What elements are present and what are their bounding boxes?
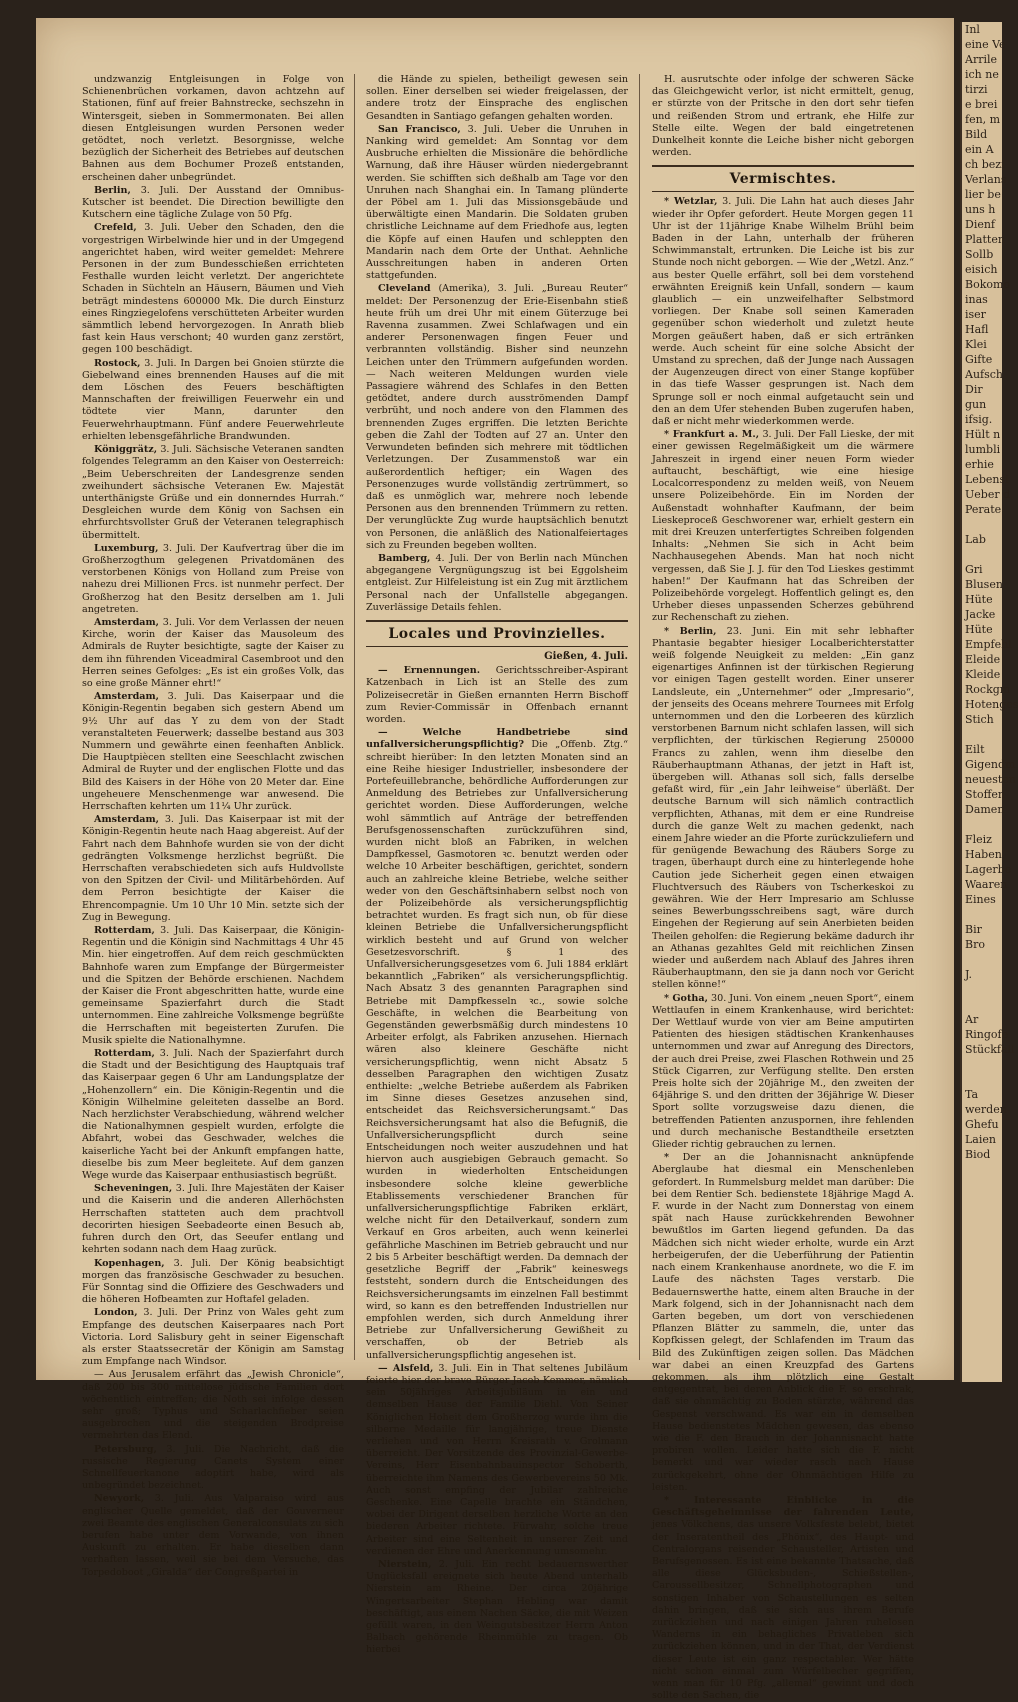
adjacent-page-fragment: [962, 982, 1002, 997]
adjacent-page-fragment: Hotenges: [965, 698, 1018, 711]
column-3: [652, 74, 915, 1702]
adjacent-page-fragment: erhie: [965, 458, 994, 471]
adjacent-page-fragment: tirzi: [965, 83, 988, 96]
news-item: [652, 993, 914, 1152]
news-item: [82, 444, 344, 542]
adjacent-page-fragment: fen, m: [965, 113, 1001, 126]
adjacent-page-fragment: Gri: [965, 563, 983, 576]
news-dateline-place: Kopenhagen,: [94, 1257, 165, 1269]
news-dateline-place: Amsterdam,: [94, 616, 160, 628]
adjacent-page-fragment: Inl: [965, 23, 980, 36]
adjacent-page-fragment: [962, 1057, 1002, 1072]
adjacent-page-fragment: Empfehl: [965, 638, 1012, 651]
news-text: 3. Juli. Nach der Spazierfahrt durch die Stadt und der Besichtigung des Hauptquais traf das Kaiserpaar gegen 6 Uhr am Landungsplatze der „Hohenzollern“ ein. Die Königin-Regentin und die Königin Wilhelmine geleiteten dasselbe an Bord. Nach herzlichster Verabschiedung, während welcher die Nationalhymnen gespielt wurden, erfolgte die Abfahrt, wobei das Geschwader, welches die kaiserliche Yacht bei der Ankunft empfangen hatte, dieselbe bis zum Meer begleitete. Auf dem ganzen Wege wurde das Kaiserpaar enthusiastisch begrüßt.: [82, 1048, 344, 1182]
news-item: [652, 196, 914, 428]
adjacent-page-fragment: Stückfall: [965, 1043, 1015, 1056]
news-item: [366, 665, 628, 726]
adjacent-page-fragment: ich ne: [965, 68, 999, 81]
adjacent-page-fragment: Biod: [965, 1148, 991, 1161]
news-item: [82, 1369, 344, 1442]
adjacent-page-fragment: e brei: [965, 98, 998, 111]
column-1: [82, 74, 345, 1578]
news-item: [366, 553, 628, 614]
adjacent-page-fragment: [962, 1072, 1002, 1087]
news-dateline-place: Luxemburg,: [94, 542, 159, 554]
news-item: [366, 283, 628, 551]
news-item: [82, 1183, 344, 1256]
adjacent-page-fragment: Rockgm: [965, 683, 1011, 696]
adjacent-page-fragment: gun: [965, 398, 987, 411]
news-text: 3. Juli. Der Prinz von Wales geht zum Empfange des deutschen Kaiserpaares nach Port Victoria. Lord Salisbury geht in seiner Eigenschaft als erster Staatssecretär der Königin am Samstag zum Empfange nach Windsor.: [82, 1307, 344, 1368]
adjacent-page-fragment: Stoffen: [965, 788, 1005, 801]
adjacent-page-fragment: Laien: [965, 1133, 996, 1146]
column-rule: [354, 74, 355, 1360]
adjacent-page-fragment: Kleide: [965, 668, 1001, 681]
news-dateline-place: * Berlin,: [664, 625, 717, 637]
news-text: 4. Juli. Der von Berlin nach München abgegangene Vergnügungszug ist bei Eggolsheim entgleist. Zur Hilfeleistung ist ein Zug mit ärztlichem Personal nach der Unfallstelle abgegangen. Zuverlässige Details fehlen.: [366, 552, 628, 613]
news-text: Gerichtsschreiber-Aspirant Katzenbach in Lich ist an Stelle des zum Polizeisecretär in Gießen ernannten Herrn Bischoff zum Revier-Commissär in Offenbach ernannt worden.: [366, 665, 628, 725]
news-text: undzwanzig Entgleisungen in Folge von Schienenbrüchen vorkamen, davon achtzehn auf Stationen, fünf auf freier Bahnstrecke, sechszehn in Wintersgeit, sieben in Sommermonaten. Bei allen diesen Entgleisungen wurden Personen weder getödtet, noch verletzt. Besorgnisse, welche bezüglich der Sicherheit des Betriebes auf deutschen Bahnen aus dem Bochumer Prozeß entstanden, erscheinen daher unbegründet.: [82, 74, 344, 183]
adjacent-page-fragment: Damen: [965, 803, 1005, 816]
news-text: die Hände zu spielen, betheiligt gewesen sein sollen. Einer derselben sei wieder freigelassen, der andere trotz der Einsprache des englischen Gesandten in Santiago gefangen gehalten worden.: [366, 74, 628, 122]
news-text: Die „Offenb. Ztg.“ schreibt hierüber: In den letzten Monaten sind an eine Reihe hiesiger Industrieller, insbesondere der Portefeuillebranche, behördliche Aufforderungen zur Anmeldung des Betriebes zur Unfallversicherung gerichtet worden. Diese Aufforderungen, welche wohl sämmtlich auf Anträge der betreffenden Berufsgenossenschaften zurückzuführen sind, wurden nicht bloß an Fabriken, in welchen Dampfkessel, Gasmotoren ꝛc. benutzt werden oder welche 10 Arbeiter beschäftigen, gerichtet, sondern auch an zahlreiche kleine Betriebe, welche seither weder von den Geschäftsinhabern selbst noch von der Polizeibehörde als versicherungspflichtig betrachtet wurden. Es fragt sich nun, ob für diese kleinen Betriebe die Unfallversicherungspflicht wirklich besteht und auf Grund von welcher Gesetzesvorschrift. § 1 des Unfallversicherungsgesetzes vom 6. Juli 1884 erklärt bekanntlich „Fabriken“ als versicherungspflichtig. Nach Absatz 3 des genannten Paragraphen sind Betriebe mit Dampfkesseln ꝛc., sowie solche Geschäfte, in welchen die Bearbeitung von Gegenständen gewerbsmäßig durch mindestens 10 Arbeiter erfolgt, als Fabriken anzusehen. Hiernach wären also kleinere Geschäfte nicht versicherungspflichtig, wenn nicht Absatz 5 desselben Paragraphen den wichtigen Zusatz enthielte: „welche Betriebe außerdem als Fabriken im Sinne dieses Gesetzes anzusehen sind, entscheidet das Reichsversicherungsamt.“ Das Reichsversicherungsamt hat also die Befugniß, die Unfallversicherungspflicht durch seine Entscheidungen noch weiter auszudehnen und hat hiervon auch ausgiebigen Gebrauch gemacht. So wurden in wiederholten Entscheidungen insbesondere solche kleine gewerbliche Etablissements verschiedener Branchen für unfallversicherungspflichtige Fabriken erklärt, welche nicht für den Detailverkauf, sondern zum Verkauf en Gros arbeiten, auch wenn keinerlei gefährliche Maschinen im Betrieb gebraucht und nur 2 bis 5 Arbeiter beschäftigt werden. Da demnach der gesetzliche Begriff der „Fabrik“ keineswegs feststeht, sondern durch die Entscheidungen des Reichsversicherungsamts im einzelnen Fall bestimmt wird, so kann es den betreffenden Industriellen nur empfohlen werden, sich durch Anmeldung ihrer Betriebe zur Unfallversicherung Gewißheit zu verschaffen, ob der Betrieb als unfallversicherungspflichtig angesehen ist.: [366, 739, 628, 1361]
news-item: [366, 74, 628, 123]
news-text: 3. Juli. In Dargen bei Gnoien stürzte die Giebelwand eines brennenden Hauses auf die mit dem Löschen des Feuers beschäftigten Mannschaften der freiwilligen Feuerwehr ein und tödtete vier Mann, darunter den Feuerwehrhauptmann. Fünf andere Feuerwehrleute erhielten lebensgefährliche Brandwunden.: [82, 357, 344, 442]
news-text: jenes Völkchens, das unsere Volksfeste belebt, bietet der Inseratentheil des „Phönix“, des Haupt- und Centralorgans reisender Schausteller, Artisten und Berufsgenossen. Es ist eine bekannte Thatsache, daß alle diese Glücksbuden-, Schießstellen-, Caroussellbesitzer, Schnellphotographen und sonstigen Inhaber von Schaustellungen es selten dahin bringen, daß sie sich aus ihrem Berufe zurückziehen und nach einigen Jahren ruhelosen Wanderns in ein behagliches Privatleben sich zurückziehen können, und in der That, der Verdienst dieser Leute ist ein ganz respectabler. Wer hätte nicht schon einmal zum Würfelbecher gegriffen, wenn man für 10 Pfg. „allemal“ gewinnt und doch sollte den Sachen, die: [652, 1519, 914, 1702]
news-item: [366, 1363, 628, 1558]
news-text: 3. Juli. Ueber den Schaden, den die vorgestrigen Wirbelwinde hier und in der Umgegend angerichtet haben, wird weiter gemeldet: Mehrere Personen in der zum Bundesschießen errichteten Festhalle wurden leicht verletzt. Der angerichtete Schaden in Süchteln an Häusern, Bäumen und Vieh beträgt mindestens 600000 Mk. Die durch Einsturz eines Ringziegelofens verschütteten Arbeiter wurden sämmtlich lebend hervorgezogen. In Anrath blieb fast kein Haus verschont; 40 wurden ganz zerstört, gegen 100 beschädigt.: [82, 222, 344, 356]
news-item: [82, 358, 344, 443]
adjacent-page-fragment: Platten: [965, 233, 1005, 246]
adjacent-page-fragment: Bild: [965, 128, 988, 141]
news-item: [82, 74, 344, 184]
adjacent-page-fragment: Perate: [965, 503, 1002, 516]
news-dateline-place: — Alsfeld,: [378, 1362, 434, 1374]
adjacent-page-fragment: [962, 727, 1002, 742]
news-dateline-place: Königgrätz,: [94, 444, 158, 456]
adjacent-page-fragment: Blusen: [965, 578, 1003, 591]
adjacent-page-fragment: Ar: [965, 1013, 979, 1026]
adjacent-page-fragment: Hült n: [965, 428, 1001, 441]
adjacent-page-fragment: Ghefu: [965, 1118, 999, 1131]
news-item: [82, 617, 344, 690]
adjacent-page-fragment: Dienf: [965, 218, 996, 231]
news-text: — Aus Jerusalem erfährt das „Jewish Chronicle“, daß 200 bis 300 mittellose jüdische Familien dort wöchentlich eintreffen; die Noth sei infolge dessen sehr groß; Typhus und Scharlachfieber seien ausgebrochen und die steigenden Brodpreise vermehrten das Elend.: [82, 1369, 344, 1442]
news-text: 2. Juli. Ein recht bedauernswerther Unglücksfall ereignete sich heute Abend unterhalb Nierstein am Rheine. Der circa 20jährige Wingertsarbeiter Stephan Hebling war damit beschäftigt, aus einem Nachen Säcke, die mit Weizen gefüllt waren, in den Weingutsbesitzer Herrn Anton Balbach gehörende Rheinmühle zu tragen. Ob hierbei: [366, 1558, 628, 1656]
news-text: H. ausrutschte oder infolge der schweren Säcke das Gleichgewicht verlor, ist nicht ermittelt, genug, er stürzte von der Pritsche in den dort sehr tiefen und reißenden Strom und ertrank, ehe Hilfe zur Stelle eilte. Wegen der bald eingetretenen Dunkelheit konnte die Leiche bisher nicht geborgen werden.: [652, 74, 914, 159]
adjacent-page-fragment: Ueber d: [965, 488, 1011, 501]
news-text: Der an die Johannisnacht anknüpfende Aberglaube hat diesmal ein Menschenleben gefordert. In Rummelsburg meldet man darüber: Die bei dem Rentier Sch. bedienstete 18jährige Magd A. F. wurde in der Nacht zum Donnerstag von einem spät nach Hause zurückkehrenden Bewohner bewußtlos im Garten liegend gefunden. Da das Mädchen sich nicht wieder erholte, wurde ein Arzt herbeigerufen, der die Ueberführung der Patientin nach einem Krankenhause anordnete, wo die F. im Laufe des nächsten Tages verstarb. Die Bedauernswerthe hatte, einem alten Brauche in der Mark folgend, sich in der Johannisnacht nach dem Garten begeben, um dort von verschiedenen Pflanzen Blätter zu sammeln, die, unter das Kopfkissen gelegt, der Schlafenden im Traum das Bild des Zukünftigen zeigen sollen. Das Mädchen war dabei an einen Kreuzpfad des Gartens gekommen, als ihm plötzlich eine Gestalt entgegentrat, bei deren Anblick die F. so erschrak, daß sie ohnmächtig zu Boden stürzte, während das Gespenst verschwand. Es war ein in demselben Hause bedienstetes Mädchen gewesen, das ebenso wie die F. den Brauch in der Johannisnacht hatte probiren wollen. Leider hatte sich die F. nicht bemerkt und war wieder rasch nach Hause zurückgekehrt, ohne der Ohnmächtigen Hilfe zu leisten.: [652, 1152, 914, 1493]
adjacent-page-fragment: eine Ve: [965, 38, 1006, 51]
news-dateline-place: Berlin,: [94, 184, 131, 196]
adjacent-page-fragment: Lagerbe: [965, 863, 1012, 876]
adjacent-page-fragment: neuesten: [965, 773, 1016, 786]
column-2: [366, 74, 629, 1656]
section-heading: Locales und Provinzielles.: [366, 620, 628, 647]
news-dateline-place: Amsterdam,: [94, 814, 160, 826]
adjacent-page-fragment: J.: [965, 968, 973, 981]
news-text: 3. Juli. Sächsische Veteranen sandten folgendes Telegramm an den Kaiser von Oesterreich: „Beim Ueberschreiten der Landesgrenze senden zweihundert sächsische Veteranen Ew. Majestät unterthänigste Grüße und ein donnerndes Hurrah.“ Desgleichen wurde dem König von Sachsen ein ehrfurchtsvollster Gruß der Veteranen telegraphisch übermittelt.: [82, 444, 344, 541]
adjacent-page-fragment: inas: [965, 293, 988, 306]
news-item: [82, 1258, 344, 1307]
adjacent-page-fragment: Ta: [965, 1088, 979, 1101]
adjacent-page-fragment: eisich: [965, 263, 998, 276]
adjacent-page-fragment: Bro: [965, 938, 985, 951]
news-item: [366, 124, 628, 283]
news-dateline-place: *: [664, 1152, 670, 1164]
adjacent-page-fragment: Klei: [965, 338, 987, 351]
adjacent-page-fragment: Hüte: [965, 593, 993, 606]
news-text: 3. Juli. Die Nachricht, daß die russische Regierung Canets System einer Schnellfeuerkanone adoptirt habe, wird als unbegründet bezeichnet.: [82, 1443, 344, 1492]
news-dateline-place: Amsterdam,: [94, 691, 160, 703]
news-dateline-place: * Gotha,: [664, 992, 708, 1004]
news-item: [82, 222, 344, 356]
news-text: 3. Juli. Das Kaiserpaar ist mit der Königin-Regentin heute nach Haag abgereist. Auf der Fahrt nach dem Bahnhofe wurden sie von der dicht gedrängten Volksmenge herzlichst begrüßt. Die Herrschaften verabschiedeten sich aufs Huldvollste von den Spitzen der Civil- und Militärbehörden. Auf dem Perron besichtigte der Kaiser die Ehrencompagnie. Um 10 Uhr 10 Min. setzte sich der Zug in Bewegung.: [82, 814, 344, 923]
adjacent-page-fragment: Gifte: [965, 353, 993, 366]
news-item: [652, 429, 914, 624]
dateline: Gießen, 4. Juli.: [544, 650, 628, 662]
news-dateline-place: Rotterdam,: [94, 925, 155, 937]
adjacent-page-fragment: uns h: [965, 203, 996, 216]
adjacent-page-fragment: Eines: [965, 893, 996, 906]
news-item: [82, 925, 344, 1047]
adjacent-page-fragment: lier be: [965, 188, 1001, 201]
adjacent-page-fragment: werden: [965, 1103, 1007, 1116]
adjacent-page-fragment: [962, 517, 1002, 532]
news-text: 3. Juli. Der König beabsichtigt morgen das französische Geschwader zu besuchen. Für Sonntag sind die Offiziere des Geschwaders und die höheren Hofbeamten zur Hoftafel geladen.: [82, 1257, 344, 1306]
adjacent-page-fragment: Eleide: [965, 653, 1001, 666]
adjacent-page-fragment: Sollb: [965, 248, 994, 261]
adjacent-page-fragment: Arrile: [965, 53, 998, 66]
adjacent-page-fragment: Verlans: [965, 173, 1007, 186]
news-item: [366, 1559, 628, 1657]
adjacent-page-fragment: [962, 907, 1002, 922]
adjacent-page-fragment: ein A: [965, 143, 994, 156]
news-item: [82, 1444, 344, 1493]
adjacent-page-fragment: [962, 997, 1002, 1012]
news-dateline-place: Bamberg,: [378, 552, 431, 564]
adjacent-page-fragment: Hafl: [965, 323, 989, 336]
news-dateline-place: Petersburg,: [94, 1443, 157, 1455]
adjacent-page-fragment: Fleiz: [965, 833, 992, 846]
adjacent-page-fragment: Ringofe: [965, 1028, 1009, 1041]
news-dateline-place: Scheveningen,: [94, 1183, 173, 1195]
news-item: [82, 1307, 344, 1368]
news-dateline-place: * Wetzlar,: [664, 196, 718, 208]
news-dateline-place: London,: [94, 1307, 138, 1319]
news-dateline-place: Nierstein,: [378, 1558, 432, 1570]
adjacent-page-fragment: iser: [965, 308, 986, 321]
adjacent-page-fragment: Eilt: [965, 743, 985, 756]
adjacent-page-fragment: Stich: [965, 713, 994, 726]
news-text: 3. Juli. Der Kaufvertrag über die im Großherzogthum gelegenen Privatdomänen des verstorbenen Königs von Holland zum Preise von nahezu drei Millionen Frcs. ist nunmehr perfect. Der Großherzog hat den Besitz derselben am 1. Juli angetreten.: [82, 542, 344, 615]
adjacent-page-fragment: ch bezi: [965, 158, 1005, 171]
news-text: 3. Juli. Der Ausstand der Omnibus-Kutscher ist beendet. Die Direction bewilligte den Kutschern eine tägliche Zulage von 50 Pfg.: [82, 184, 344, 221]
news-text: 3. Juli. Ihre Majestäten der Kaiser und die Kaiserin und die anderen Allerhöchsten Herrschaften statteten auch dem prachtvoll decorirten hiesigen Seebadeorte einen Besuch ab, fuhren durch den Ort, das Seeufer entlang und kehrten sodann nach dem Haag zurück.: [82, 1183, 345, 1256]
news-text: 3. Juli. Ein in That seltenes Jubiläum feierte hier der brave Bürger Jacob Kemmer, nämlich sein 50jähriges Arbeitsjubiläum in ein und demselben Hause der Familie Diehl. Von Seiner Königlichen Hoheit dem Großherzog wurde ihm die silberne Medaille für langjährige, treue Dienste verliehen und von Herrn Kreisrath v. Grolmann überreicht. Der Vorsitzende des Provinzial-Gewerbe-Vereins, Herr Eisenbahnbauinspector Schoberth, überreichte ihm Namens des Gewerbevereins 50 Mk. Auch sonst empfing der Jubilar zahlreiche Geschenke. Eine Capelle brachte ein Ständchen, wobei der Dirigent derselben herzliche Worte an den biederen Arbeiter richtete. Fürwahr, solche treue Arbeiter sind eine Seltenheit in unserer Zeit und verdienen der Ehre und Anerkennung umsomehr.: [366, 1362, 629, 1557]
adjacent-page-fragment: Gigendm: [965, 758, 1016, 771]
news-text: 3. Juli. Aus Valparaiso wird aus englischer Quelle gemeldet, daß der Gouverneur zwei Beamte des englischen Generalconsulats zu sich berufen habe unter dem Vorwande, von ihnen Auskunft zu erhalten. Er habe dieselben dann verhaften lassen, weil sie bei dem Versuche, das Torpedoboot „Giralda“ der Congreßpartei in: [82, 1493, 344, 1578]
newspaper-page: [36, 18, 954, 1702]
adjacent-page-fragment: Lab: [965, 533, 986, 546]
adjacent-page-fragment: [962, 817, 1002, 832]
news-item: [82, 1493, 344, 1578]
news-dateline-place: — Ernennungen.: [378, 665, 481, 677]
news-text: 3. Juli. Vor dem Verlassen der neuen Kirche, worin der Kaiser das Mausoleum des Admirals de Ruyter besichtigte, sagte der Kaiser zu dem ihn führenden Viceadmiral Casembroot und den Herren seines Gefolges: „Es ist ein großes Volk, das so eine große Männer ehrt!“: [82, 616, 344, 689]
news-text: 3. Juli. Das Kaiserpaar, die Königin-Regentin und die Königin sind Nachmittags 4 Uhr 45 Min. hier eingetroffen. Auf dem reich geschmückten Bahnhofe waren zum Empfange der Bürgermeister und die Spitzen der Behörde erschienen. Nachdem der Kaiser die Front abgeschritten hatte, wurde eine gemeinsame Spazierfahrt durch die Stadt unternommen. Eine zahlreiche Volksmenge begrüßte die Herrschaften mit begeisterten Zurufen. Die Musik spielte die Nationalhymne.: [82, 925, 344, 1046]
news-item: [82, 185, 344, 222]
news-text: 3. Juli. Ueber die Unruhen in Nanking wird gemeldet: Am Sonntag vor dem Ausbruche erhielten die Missionäre die behördliche Warnung, daß ihre Häuser würden niedergebrannt werden. Sie schifften sich deßhalb am Tage vor den Unruhen nach Shanghai ein. In Tamang plünderte der Pöbel am 1. Juli das Missionsgebäude und überwältigte einen Mandarin. Die Soldaten gruben christliche Leichname auf dem Friedhofe aus, legten die Köpfe auf einen Haufen und schleppten den Mandarin nach dem Orte der Unthat. Aehnliche Ausschreitungen haben in anderen Orten stattgefunden.: [366, 123, 628, 282]
news-text: 30. Juni. Von einem „neuen Sport“, einem Wettlaufen in einem Krankenhause, wird berichtet: Der Wettlauf wurde von vier am Beine amputirten Patienten des hiesigen städtischen Krankenhauses unternommen und zwar auf Anregung des Directors, der auch drei Preise, zwei Flaschen Rothwein und 25 Stück Cigarren, zur Verfügung stellte. Den ersten Preis holte sich der 20jährige M., den zweiten der 64jährige S. und den dritten der 36jährige W. Dieser Sport sollte vorzugsweise dazu dienen, die betreffenden Patienten anzuspornen, ihre fehlenden und durch mechanische Bestandtheile ersetzten Glieder richtig gebrauchen zu lernen.: [652, 992, 915, 1151]
news-item: [82, 691, 344, 813]
news-dateline-place: Rotterdam,: [94, 1048, 155, 1060]
news-text: 3. Juli. Der Fall Lieske, der mit einer gewissen Regelmäßigkeit um die wärmere Jahreszeit in irgend einer neuen Form wieder auftaucht, beschäftigt, wie eine hiesige Localcorrespondenz zu melden weiß, von Neuem unsere Polizeibehörde. Ein im Norden der Außenstadt wohnhafter Kaufmann, der beim Lieskeproceß Geschworener war, erhielt gestern ein mit drei Kreuzen unterfertigtes Schreiben folgenden Inhalts: „Nehmen Sie sich in Acht beim Nachhausegehen Abends. Man hat noch nicht vergessen, daß Sie J. J. für den Tod Lieskes gestimmt haben!“ Der Kaufmann hat das Schreiben der Polizeibehörde vorgelegt. Hoffentlich gelingt es, den Urheber dieses unpassenden Scherzes gebührend zur Rechenschaft zu ziehen.: [652, 429, 914, 624]
news-item: [82, 1048, 344, 1182]
news-item: [366, 727, 628, 1362]
news-dateline-place: — Welche Handbetriebe sind unfallversicherungspflichtig?: [366, 727, 628, 751]
news-item: [652, 626, 914, 992]
adjacent-page-fragment: Bokomo: [965, 278, 1011, 291]
news-text: (Amerika), 3. Juli. „Bureau Reuter“ meldet: Der Personenzug der Erie-Eisenbahn stieß heute früh um drei Uhr mit einem Güterzuge bei Ravenna zusammen. Zwei Schlafwagen und ein anderer Personenwagen fingen Feuer und verbrannten vollständig. Bisher sind neunzehn Leichen unter den Trümmern aufgefunden worden. — Nach weiteren Meldungen wurden viele Passagiere während des Schlafes in den Betten getödtet, andere durch ausströmenden Dampf verbrüht, und noch andere von den Flammen des brennenden Zuges ergriffen. Die letzten Berichte geben die Zahl der Todten auf 27 an. Unter den Verwundeten befinden sich mehrere mit tödtlichen Verletzungen. Der Zusammenstoß war ein außerordentlich heftiger; ein Wagen des Personenzuges wurde vollständig zertrümmert, so daß es unmöglich war, mehrere noch lebende Personen aus den brennenden Trümmern zu retten. Der verunglückte Zug wurde hauptsächlich benutzt von Personen, die anläßlich des Nationalfeiertages sich zu Freunden begeben wollten.: [366, 283, 628, 551]
adjacent-page-fragment: Waaren: [965, 878, 1008, 891]
adjacent-page-fragment: lumbli: [965, 443, 1001, 456]
news-item: [82, 543, 344, 616]
adjacent-page-fragment: Lebensi: [965, 473, 1009, 486]
adjacent-page-fragment: [962, 952, 1002, 967]
adjacent-page-fragment: Bir: [965, 923, 982, 936]
news-text: 23. Juni. Ein mit sehr lebhafter Phantasie begabter hiesiger Localberichterstatter weiß folgende Neuigkeit zu melden: „Ein ganz eigenartiges Anfinnen ist der türkischen Regierung vor einigen Tagen gestellt worden. Einer unserer Landsleute, ein „Unternehmer“ oder „Impresario“, der jenseits des Oceans mehrere Tournees mit Erfolg unternommen und den die Lorbeeren des kürzlich verstorbenen Barnum nicht schlafen lassen, will sich verpflichten, der türkischen Regierung 250000 Francs zu zahlen, wenn ihm dieselbe den Räuberhauptmann Athanas, der jetzt in Haft ist, übergeben will. Athanas soll sich, falls derselbe gefaßt wird, für „ein Jahr leihweise“ überläßt. Der deutsche Barnum will sich nämlich contractlich verpflichten, Athanas, mit dem er eine Rundreise durch die ganze Welt zu machen gedenkt, nach einem Jahre wieder an die Pforte zurückzuliefern und für genügende Bewachung des Räubers Sorge zu tragen, überhaupt durch eine zu hinterlegende hohe Caution jede Sicherheit gegen einen etwaigen Fluchtversuch des Räubers von Tscherkeskoi zu gewähren. Wie der Herr Impresario am Schlusse seines Bewerbungsschreibens sagt, wäre durch Eingehen der Regierung auf sein Anerbieten beiden Theilen geholfen: die Regierung bekäme dadurch ihr an Athanas gezahltes Geld mit reichlichen Zinsen wieder und außerdem nach Ablauf des Jahres ihren Räuberhauptmann, den sie ja dann noch vor Gericht stellen könne!“: [652, 625, 914, 991]
adjacent-page-fragment: Aufsch: [965, 368, 1003, 381]
adjacent-page-edge: [960, 22, 1018, 1382]
section-heading: Vermischtes.: [652, 165, 914, 192]
news-text: 3. Juli. Die Lahn hat auch dieses Jahr wieder ihr Opfer gefordert. Heute Morgen gegen 11 Uhr ist der 11jährige Knabe Wilhelm Brühl beim Baden in der Lahn, unterhalb der früheren Schwimmanstalt, ertrunken. Die Leiche ist bis zur Stunde noch nicht geborgen. — Wie der „Wetzl. Anz.“ aus bester Quelle erfährt, soll bei dem vorstehend erwähnten Ereigniß kein Unfall, sondern — kaum glaublich — ein unzweifelhafter Selbstmord vorliegen. Der Knabe soll seinen Kameraden gegenüber schon wiederholt und zuletzt heute Morgen geäußert haben, daß er sich ertränken werde. Auch scheint für eine solche Absicht der Umstand zu sprechen, daß der Junge nach Aussagen der Augenzeugen direct von einer Stange kopfüber in das tiefe Wasser gesprungen ist. Nach dem Sprunge soll er noch einmal aufgetaucht sein und den an dem Ufer stehenden Buben zugerufen haben, daß er nicht mehr wiederkommen werde.: [652, 196, 914, 428]
adjacent-page-fragment: Haben: [965, 848, 1002, 861]
news-dateline-place: Crefeld,: [94, 222, 137, 234]
news-dateline-place: San Francisco,: [378, 123, 461, 135]
adjacent-page-fragment: Jacke: [965, 608, 996, 621]
news-item: [652, 74, 914, 159]
news-dateline-place: Cleveland: [378, 283, 431, 295]
adjacent-page-fragment: [962, 547, 1002, 562]
news-text: 3. Juli. Das Kaiserpaar und die Königin-Regentin begaben sich gestern Abend um 9½ Uhr auf das Y zu dem von der Stadt veranstalteten Feuerwerk; dasselbe bestand aus 303 Nummern und gewährte einen feenhaften Anblick. Die Hauptpiècen stellten eine Seeschlacht zwischen Admiral de Ruyter und der englischen Flotte und das Bild des Kaisers in der Höhe von 20 Meter dar. Eine ungeheuere Menschenmenge war anwesend. Die Herrschaften kehrten um 11¼ Uhr zurück.: [82, 691, 344, 812]
news-dateline-place: * Interessante Einblicke in die Geschäftsgeheimnisse der fahrenden Leute,: [652, 1494, 914, 1519]
column-rule: [639, 74, 640, 1360]
adjacent-page-fragment: Dir: [965, 383, 983, 396]
adjacent-page-fragment: Hüte: [965, 623, 993, 636]
news-item: [652, 1495, 914, 1702]
adjacent-page-fragment: ifsig.: [965, 413, 993, 426]
news-dateline-place: Newyork,: [94, 1493, 145, 1505]
news-dateline-place: * Frankfurt a. M.,: [664, 429, 760, 441]
news-item: [82, 814, 344, 924]
news-item: [652, 1152, 914, 1494]
news-dateline-place: Rostock,: [94, 357, 141, 369]
